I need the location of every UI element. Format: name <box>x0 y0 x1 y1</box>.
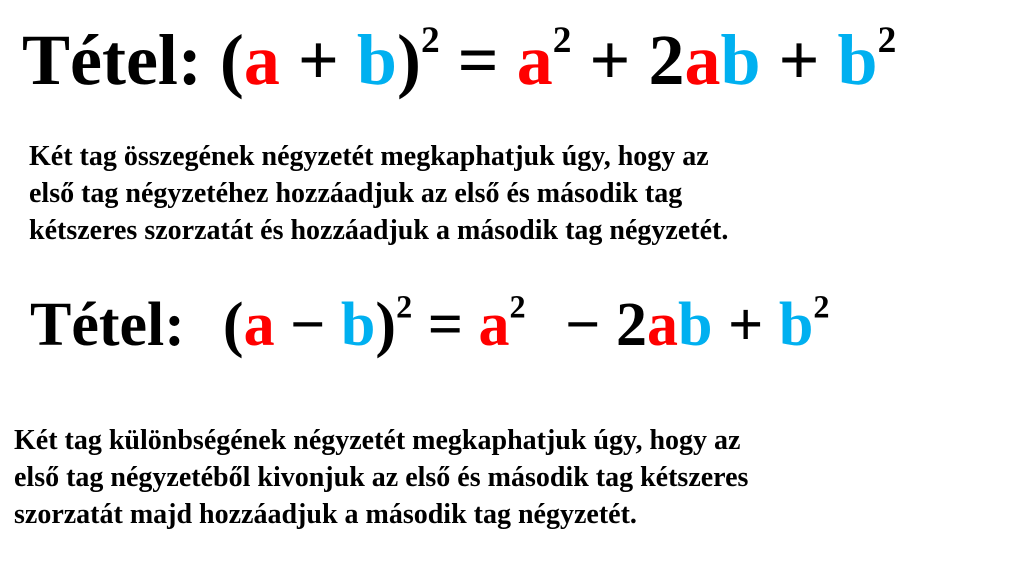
coefficient-two: 2 <box>616 291 647 359</box>
minus-sign: − <box>565 291 601 359</box>
term-b-squared: b <box>778 291 814 359</box>
equals-sign: = <box>457 20 499 100</box>
term-a-mid: a <box>684 20 721 100</box>
theorem-square-of-sum <box>22 20 897 100</box>
plus-sign: + <box>778 20 820 100</box>
explanation-line: Két tag összegének négyzetét megkaphatjuk úgy, hogy az <box>29 141 709 172</box>
close-paren: ) <box>396 20 421 100</box>
theorem-label: Tétel: <box>30 291 185 359</box>
explanation-square-of-difference <box>14 422 748 533</box>
exponent: 2 <box>396 288 413 325</box>
explanation-line: első tag négyzetéből kivonjuk az első és második tag kétszeres <box>14 462 749 493</box>
term-b-mid: b <box>678 291 713 359</box>
explanation-line: Két tag különbségének négyzetét megkaphatjuk úgy, hogy az <box>14 425 741 456</box>
exponent-a: 2 <box>509 288 526 325</box>
plus-sign: + <box>589 20 631 100</box>
plus-sign: + <box>727 291 764 359</box>
term-a-squared: a <box>478 291 510 359</box>
open-paren: ( <box>222 291 244 359</box>
explanation-line: kétszeres szorzatát és hozzáadjuk a második tag négyzetét. <box>29 215 729 246</box>
term-b-squared: b <box>837 20 878 100</box>
exponent-a: 2 <box>552 20 572 62</box>
equals-sign: = <box>427 291 464 359</box>
theorem-label: Tétel: <box>22 20 202 100</box>
term-a-squared: a <box>516 20 553 100</box>
term-b: b <box>356 20 397 100</box>
exponent-b: 2 <box>877 20 897 62</box>
exponent: 2 <box>420 20 440 62</box>
exponent-b: 2 <box>813 288 830 325</box>
term-a-mid: a <box>647 291 678 359</box>
theorem-square-of-difference <box>30 288 830 359</box>
coefficient-two: 2 <box>648 20 685 100</box>
term-b-mid: b <box>720 20 761 100</box>
minus-sign: − <box>290 291 326 359</box>
explanation-line: első tag négyzetéhez hozzáadjuk az első és második tag <box>29 178 683 209</box>
plus-sign: + <box>297 20 339 100</box>
term-a: a <box>243 20 280 100</box>
term-b: b <box>340 291 376 359</box>
explanation-square-of-sum <box>29 138 728 249</box>
open-paren: ( <box>219 20 244 100</box>
explanation-line: szorzatát majd hozzáadjuk a második tag négyzetét. <box>14 499 637 530</box>
close-paren: ) <box>375 291 397 359</box>
term-a: a <box>243 291 275 359</box>
